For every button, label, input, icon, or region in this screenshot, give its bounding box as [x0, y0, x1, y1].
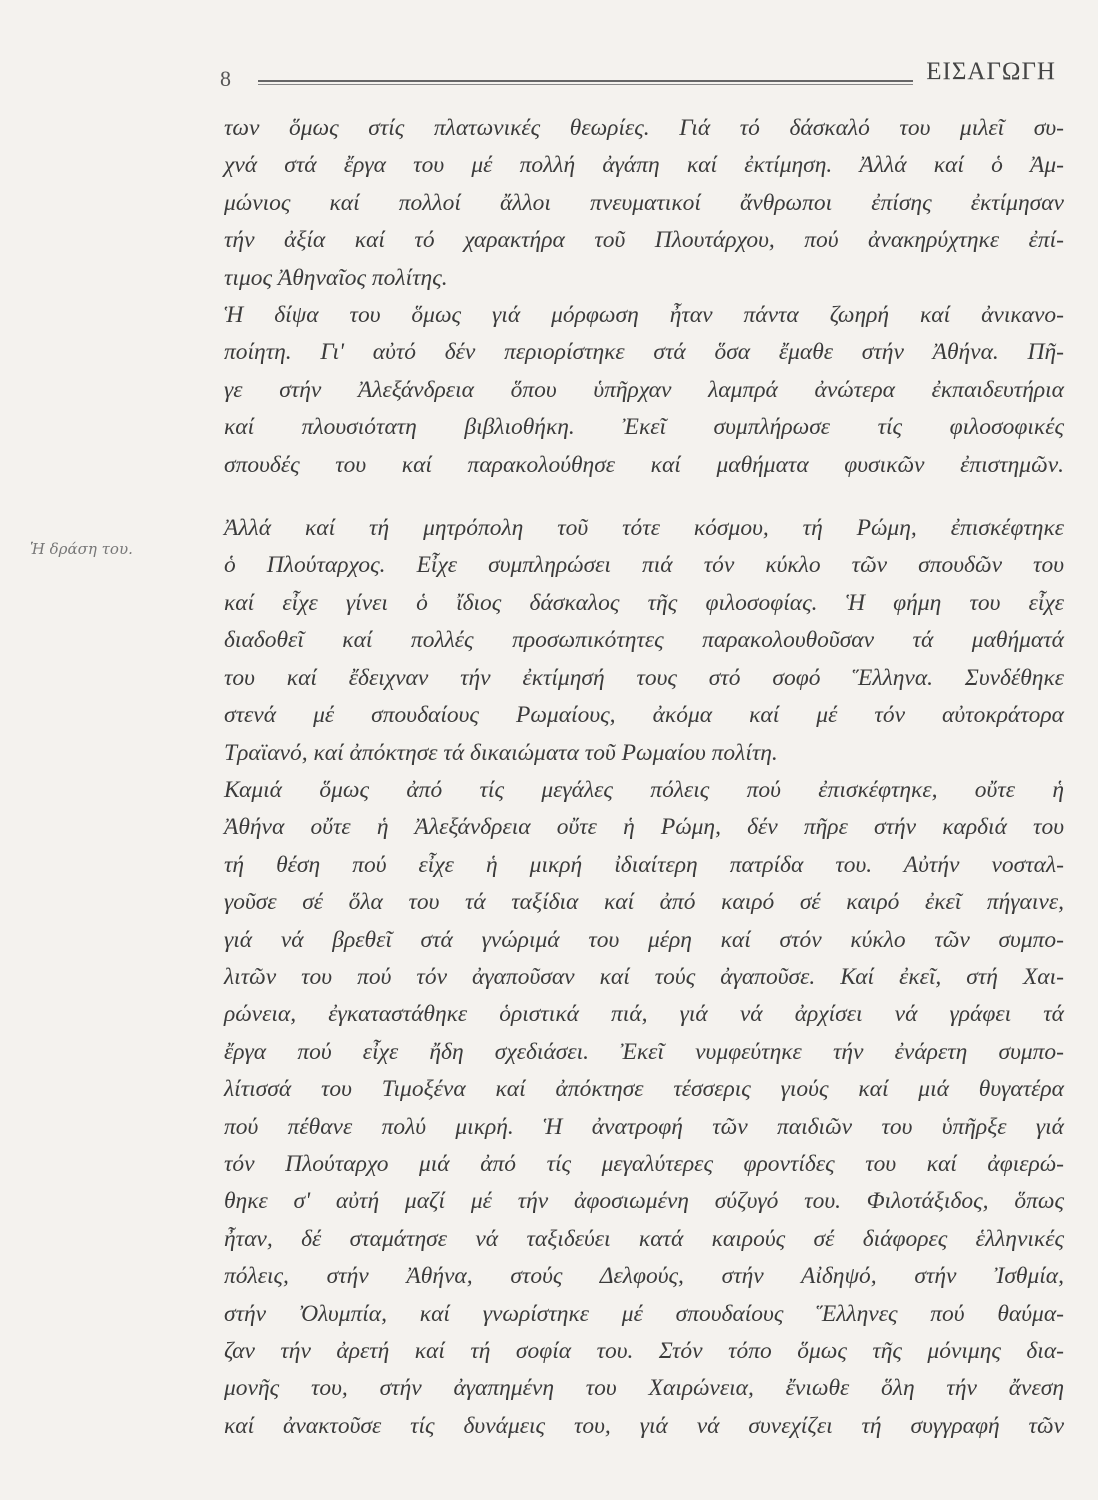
text-line: λίτισσά του Τιμοξένα καί ἀπόκτησε τέσσερις γιούς καί μιά θυγατέρα [224, 1076, 1064, 1103]
text-line: Ἀλλά καί τή μητρόπολη τοῦ τότε κόσμου, τή Ρώμη, ἐπισκέφτηκε [224, 515, 1064, 542]
text-line: θηκε σ' αὐτή μαζί μέ τήν ἀφοσιωμένη σύζυγό του. Φιλοτάξιδος, ὅπως [224, 1188, 1064, 1215]
body-text [224, 110, 1064, 1445]
text-line: των ὅμως στίς πλατωνικές θεωρίες. Γιά τό δάσκαλό του μιλεῖ συ- [224, 115, 1064, 141]
text-line: σπουδές του καί παρακολούθησε καί μαθήματα φυσικῶν ἐπιστημῶν. [224, 451, 1064, 478]
paragraph-gap [224, 484, 1064, 510]
paragraph-2 [224, 297, 1064, 484]
text-line: μονῆς του, στήν ἀγαπημένη του Χαιρώνεια, ἔνιωθε ὅλη τήν ἄνεση [224, 1375, 1064, 1402]
text-line: στήν Ὀλυμπία, καί γνωρίστηκε μέ σπουδαίους Ἕλληνες πού θαύμα- [224, 1300, 1064, 1327]
text-line: Ἀθήνα οὔτε ἡ Ἀλεξάνδρεια οὔτε ἡ Ρώμη, δέν πῆρε στήν καρδιά του [224, 814, 1064, 841]
text-line: γιά νά βρεθεῖ στά γνώριμά του μέρη καί στόν κύκλο τῶν συμπο- [224, 926, 1064, 953]
text-line: γοῦσε σέ ὅλα του τά ταξίδια καί ἀπό καιρό σέ καιρό ἐκεῖ πήγαινε, [224, 889, 1064, 916]
text-line: τόν Πλούταρχο μιά ἀπό τίς μεγαλύτερες φροντίδες του καί ἀφιερώ- [224, 1150, 1064, 1177]
text-line: ποίητη. Γι' αὐτό δέν περιορίστηκε στά ὅσα ἔμαθε στήν Ἀθήνα. Πῆ- [224, 339, 1064, 366]
text-line: τήν ἀξία καί τό χαρακτήρα τοῦ Πλουτάρχου, πού ἀνακηρύχτηκε ἐπί- [224, 227, 1064, 254]
text-line: τιμος Ἀθηναῖος πολίτης. [224, 264, 448, 291]
margin-note: Ἡ δράση του. [30, 540, 133, 558]
text-line: ζαν τήν ἀρετή καί τή σοφία του. Στόν τόπο ὅμως τῆς μόνιμης δια- [224, 1338, 1064, 1364]
text-line: λιτῶν του πού τόν ἀγαποῦσαν καί τούς ἀγαποῦσε. Καί ἐκεῖ, στή Χαι- [224, 963, 1064, 990]
text-line: στενά μέ σπουδαίους Ρωμαίους, ἀκόμα καί μέ τόν αὐτοκράτορα [224, 702, 1064, 729]
page-number: 8 [220, 66, 231, 91]
text-line: τή θέση πού εἶχε ἡ μικρή ἰδιαίτερη πατρίδα του. Αὐτήν νοσταλ- [224, 851, 1064, 878]
text-line: πού πέθανε πολύ μικρή. Ἡ ἀνατροφή τῶν παιδιῶν του ὑπῆρξε γιά [224, 1113, 1064, 1140]
text-line: γε στήν Ἀλεξάνδρεια ὅπου ὑπῆρχαν λαμπρά ἀνώτερα ἐκπαιδευτήρια [224, 376, 1064, 403]
running-title: ΕΙΣΑΓΩΓΗ [926, 58, 1056, 85]
text-line: μώνιος καί πολλοί ἄλλοι πνευματικοί ἄνθρωποι ἐπίσης ἐκτίμησαν [224, 189, 1064, 216]
text-line: διαδοθεῖ καί πολλές προσωπικότητες παρακολουθοῦσαν τά μαθήματά [224, 627, 1064, 654]
text-line: χνά στά ἔργα του μέ πολλή ἀγάπη καί ἐκτίμηση. Ἀλλά καί ὁ Ἀμ- [224, 152, 1064, 179]
text-line: πόλεις, στήν Ἀθήνα, στούς Δελφούς, στήν Αἰδηψό, στήν Ἰσθμία, [224, 1263, 1064, 1290]
text-line: καί εἶχε γίνει ὁ ἴδιος δάσκαλος τῆς φιλοσοφίας. Ἡ φήμη του εἶχε [224, 589, 1064, 616]
paragraph-3 [224, 510, 1064, 772]
text-line: καί ἀνακτοῦσε τίς δυνάμεις του, γιά νά συνεχίζει τή συγγραφή τῶν [224, 1412, 1064, 1439]
text-line: του καί ἔδειχναν τήν ἐκτίμησή τους στό σοφό Ἕλληνα. Συνδέθηκε [224, 664, 1064, 691]
text-line: ἔργα πού εἶχε ἤδη σχεδιάσει. Ἐκεῖ νυμφεύτηκε τήν ἐνάρετη συμπο- [224, 1038, 1064, 1065]
text-line: Τραϊανό, καί ἀπόκτησε τά δικαιώματα τοῦ Ρωμαίου πολίτη. [224, 739, 778, 766]
text-line: καί πλουσιότατη βιβλιοθήκη. Ἐκεῖ συμπλήρωσε τίς φιλοσοφικές [224, 414, 1064, 441]
text-line: ἦταν, δέ σταμάτησε νά ταξιδεύει κατά καιρούς σέ διάφορες ἑλληνικές [224, 1225, 1064, 1252]
header-rule [258, 80, 913, 85]
text-line: ρώνεια, ἐγκαταστάθηκε ὁριστικά πιά, γιά νά ἀρχίσει νά γράφει τά [224, 1001, 1064, 1028]
paragraph-1 [224, 110, 1064, 297]
paragraph-4 [224, 772, 1064, 1445]
text-line: ὁ Πλούταρχος. Εἶχε συμπληρώσει πιά τόν κύκλο τῶν σπουδῶν του [224, 552, 1064, 579]
text-line: Καμιά ὅμως ἀπό τίς μεγάλες πόλεις πού ἐπισκέφτηκε, οὔτε ἡ [224, 776, 1064, 803]
text-line: Ἡ δίψα του ὅμως γιά μόρφωση ἦταν πάντα ζωηρή καί ἀνικανο- [224, 302, 1064, 329]
